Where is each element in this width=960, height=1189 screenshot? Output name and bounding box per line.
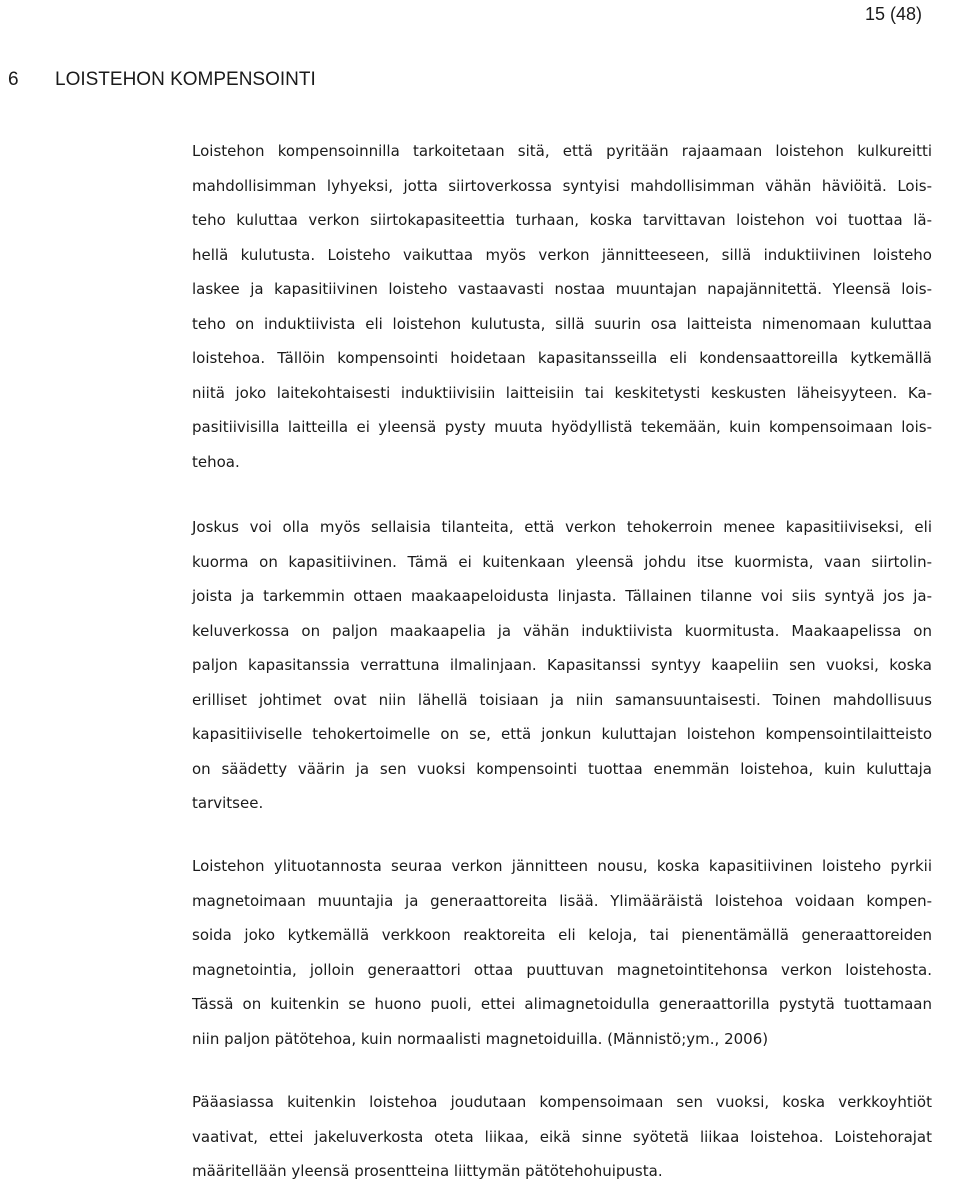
- text-line: kuorma on kapasitiivinen. Tämä ei kuitenkaan yleensä johdu itse kuormista, vaan siirtolin-: [192, 552, 932, 571]
- text-line: joista ja tarkemmin ottaen maakaapeloidusta linjasta. Tällainen tilanne voi siis syntyä jos ja-: [192, 587, 932, 605]
- text-line: teho on induktiivista eli loistehon kulutusta, sillä suurin osa laitteista nimenomaan kuluttaa: [192, 314, 932, 333]
- text-line: magnetointia, jolloin generaattori ottaa puuttuvan magnetointitehonsa verkon loistehosta.: [192, 960, 932, 979]
- text-line: loistehoa. Tällöin kompensointi hoidetaan kapasitansseilla eli kondensaattoreilla kytkemällä: [192, 349, 932, 367]
- paragraph-2: [192, 510, 932, 821]
- text-line: Joskus voi olla myös sellaisia tilanteita, että verkon tehokerroin menee kapasitiiviseksi, eli: [192, 518, 932, 536]
- text-line: vaativat, ettei jakeluverkosta oteta liikaa, eikä sinne syötetä liikaa loistehoa. Loistehorajat: [192, 1127, 932, 1146]
- text-line: teho kuluttaa verkon siirtokapasiteettia turhaan, koska tarvittavan loistehon voi tuottaa lä-: [192, 211, 932, 229]
- text-line: niitä joko laitekohtaisesti induktiivisiin laitteisiin tai keskitetysti keskusten läheisyyteen. Ka-: [192, 383, 932, 402]
- section-number: 6: [8, 69, 19, 90]
- text-line: tehoa.: [192, 452, 240, 471]
- section-title: LOISTEHON KOMPENSOINTI: [55, 69, 316, 90]
- page-number: 15 (48): [864, 4, 922, 24]
- text-line: erilliset johtimet ovat niin lähellä toisiaan ja niin samansuuntaisesti. Toinen mahdollisuus: [192, 690, 932, 709]
- text-line: Loistehon kompensoinnilla tarkoitetaan sitä, että pyritään rajaamaan loistehon kulkureitti: [192, 142, 932, 160]
- text-line: paljon kapasitanssia verrattuna ilmalinjaan. Kapasitanssi syntyy kaapeliin sen vuoksi, koska: [192, 656, 932, 674]
- text-line: soida joko kytkemällä verkkoon reaktoreita eli keloja, tai pienentämällä generaattoreiden: [192, 926, 932, 944]
- text-line: on säädetty väärin ja sen vuoksi kompensointi tuottaa enemmän loistehoa, kuin kuluttaja: [192, 759, 932, 778]
- text-line: tarvitsee.: [192, 794, 264, 812]
- text-line: magnetoimaan muuntajia ja generaattoreita lisää. Ylimääräistä loistehoa voidaan kompen-: [192, 891, 932, 910]
- paragraph-3: [192, 849, 932, 1056]
- paragraph-1: [192, 134, 932, 479]
- text-line: niin paljon pätötehoa, kuin normaalisti magnetoiduilla. (Männistö;ym., 2006): [192, 1029, 769, 1048]
- paragraph-4: [192, 1085, 932, 1189]
- text-line: hellä kulutusta. Loisteho vaikuttaa myös verkon jännitteeseen, sillä induktiivinen loisteho: [192, 245, 932, 264]
- text-line: Tässä on kuitenkin se huono puoli, ettei alimagnetoidulla generaattorilla pystytä tuottamaan: [192, 995, 932, 1013]
- text-line: Pääasiassa kuitenkin loistehoa joudutaan kompensoimaan sen vuoksi, koska verkkoyhtiöt: [192, 1093, 932, 1111]
- text-line: Loistehon ylituotannosta seuraa verkon jännitteen nousu, koska kapasitiivinen loisteho pyrkii: [192, 857, 932, 875]
- text-line: pasitiivisilla laitteilla ei yleensä pysty muuta hyödyllistä tekemään, kuin kompensoimaan lois-: [192, 418, 932, 436]
- text-line: keluverkossa on paljon maakaapelia ja vähän induktiivista kuormitusta. Maakaapelissa on: [192, 621, 932, 640]
- text-line: määritellään yleensä prosentteina liittymän pätötehohuipusta.: [192, 1162, 663, 1180]
- text-line: laskee ja kapasitiivinen loisteho vastaavasti nostaa muuntajan napajännitettä. Yleensä lois-: [192, 280, 932, 298]
- text-line: mahdollisimman lyhyeksi, jotta siirtoverkossa syntyisi mahdollisimman vähän häviöitä. Lois-: [192, 176, 932, 195]
- text-line: kapasitiiviselle tehokertoimelle on se, että jonkun kuluttajan loistehon kompensointilaitteisto: [192, 725, 932, 743]
